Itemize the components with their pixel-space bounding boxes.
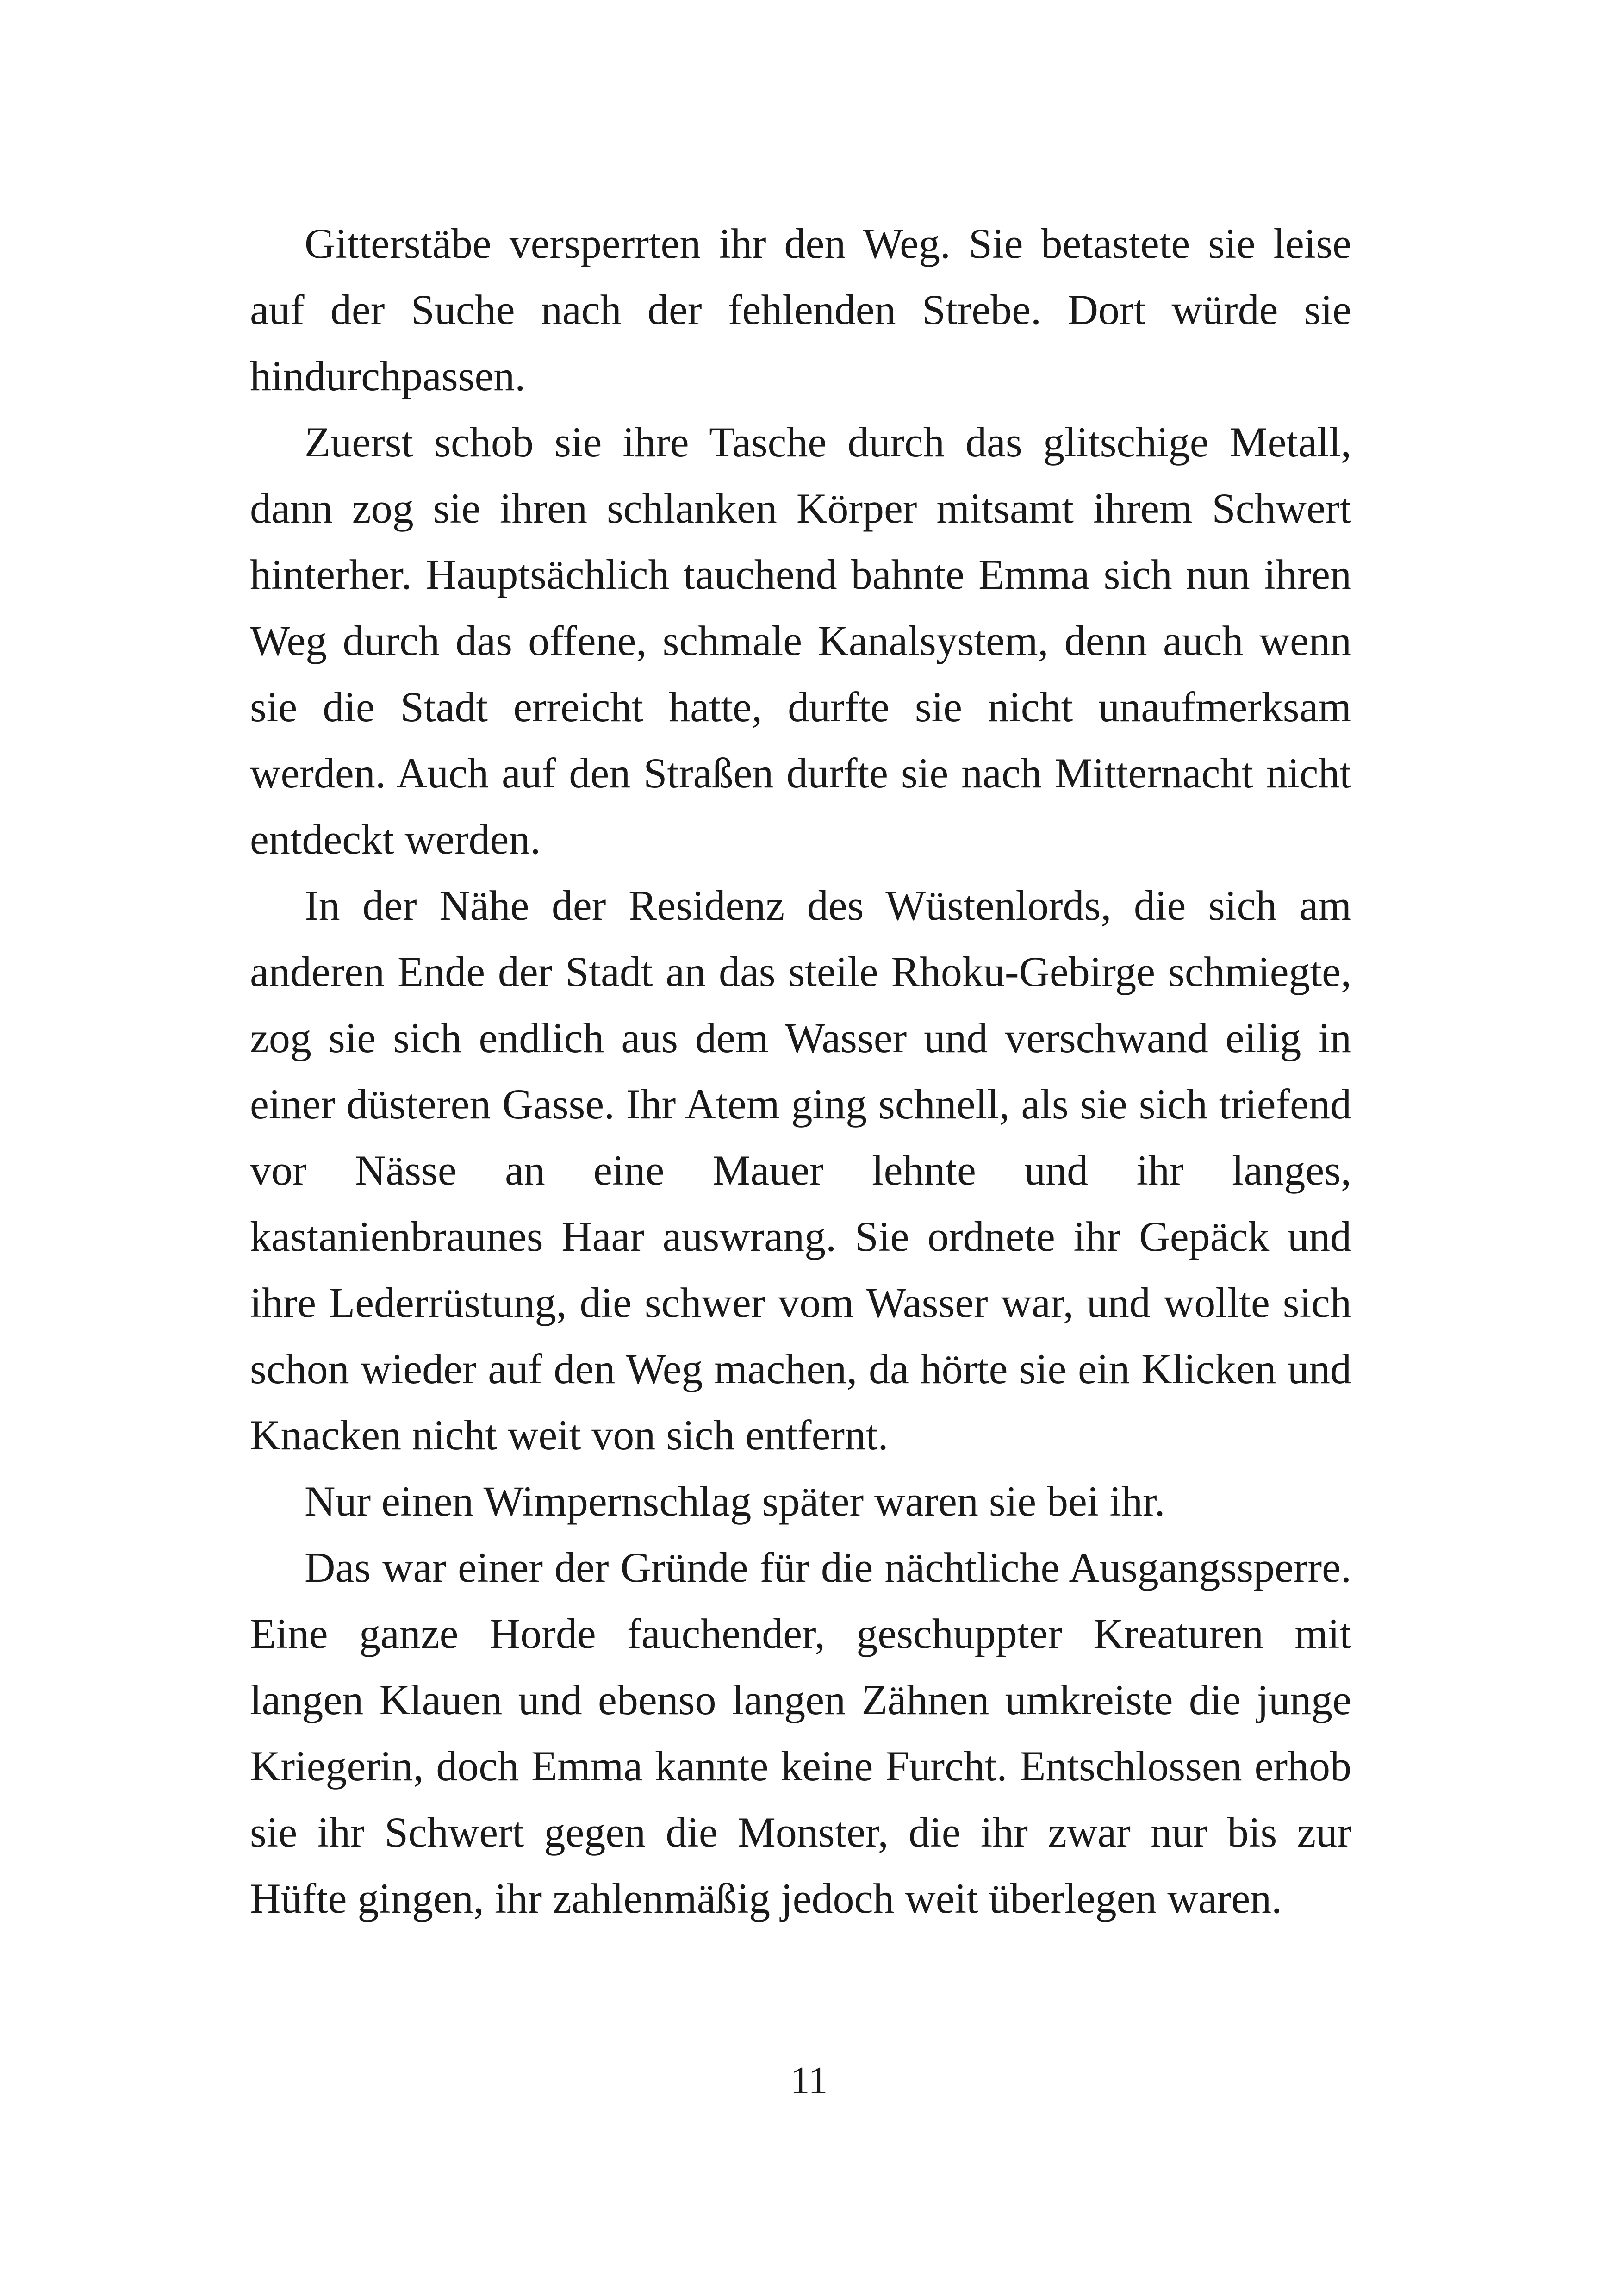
page-number: 11 xyxy=(790,2059,828,2102)
body-text xyxy=(250,211,1351,1932)
paragraph-3: In der Nähe der Residenz des Wüstenlords, die sich am anderen Ende der Stadt an das steile Rhoku-Gebirge schmiegte, zog sie sich endlich aus dem Wasser und verschwand eilig in einer düsteren Gasse. Ihr Atem ging schnell, als sie sich triefend vor Nässe an eine Mauer lehnte und ihr langes, kastanienbraunes Haar auswrang. Sie ordnete ihr Gepäck und ihre Lederrüstung, die schwer vom Wasser war, und wollte sich schon wieder auf den Weg machen, da hörte sie ein Klicken und Knacken nicht weit von sich entfernt. xyxy=(250,882,1351,1459)
paragraph-5: Das war einer der Gründe für die nächtliche Ausgangssperre. Eine ganze Horde fauchender, geschuppter Kreaturen mit langen Klauen und ebenso langen Zähnen umkreiste die junge Kriegerin, doch Emma kannte keine Furcht. Entschlossen erhob sie ihr Schwert gegen die Monster, die ihr zwar nur bis zur Hüfte gingen, ihr zahlenmäßig jedoch weit überlegen waren. xyxy=(250,1544,1351,1922)
paragraph-1: Gitterstäbe versperrten ihr den Weg. Sie betastete sie leise auf der Suche nach der fehlenden Strebe. Dort würde sie hindurchpassen. xyxy=(250,220,1351,399)
paragraph-4: Nur einen Wimpernschlag später waren sie bei ihr. xyxy=(305,1478,1165,1525)
paragraph-2: Zuerst schob sie ihre Tasche durch das glitschige Metall, dann zog sie ihren schlanken Körper mitsamt ihrem Schwert hinterher. Hauptsächlich tauchend bahnte Emma sich nun ihren Weg durch das offene, schmale Kanalsystem, denn auch wenn sie die Stadt erreicht hatte, durfte sie nicht unaufmerksam werden. Auch auf den Straßen durfte sie nach Mitternacht nicht entdeckt werden. xyxy=(250,418,1351,863)
